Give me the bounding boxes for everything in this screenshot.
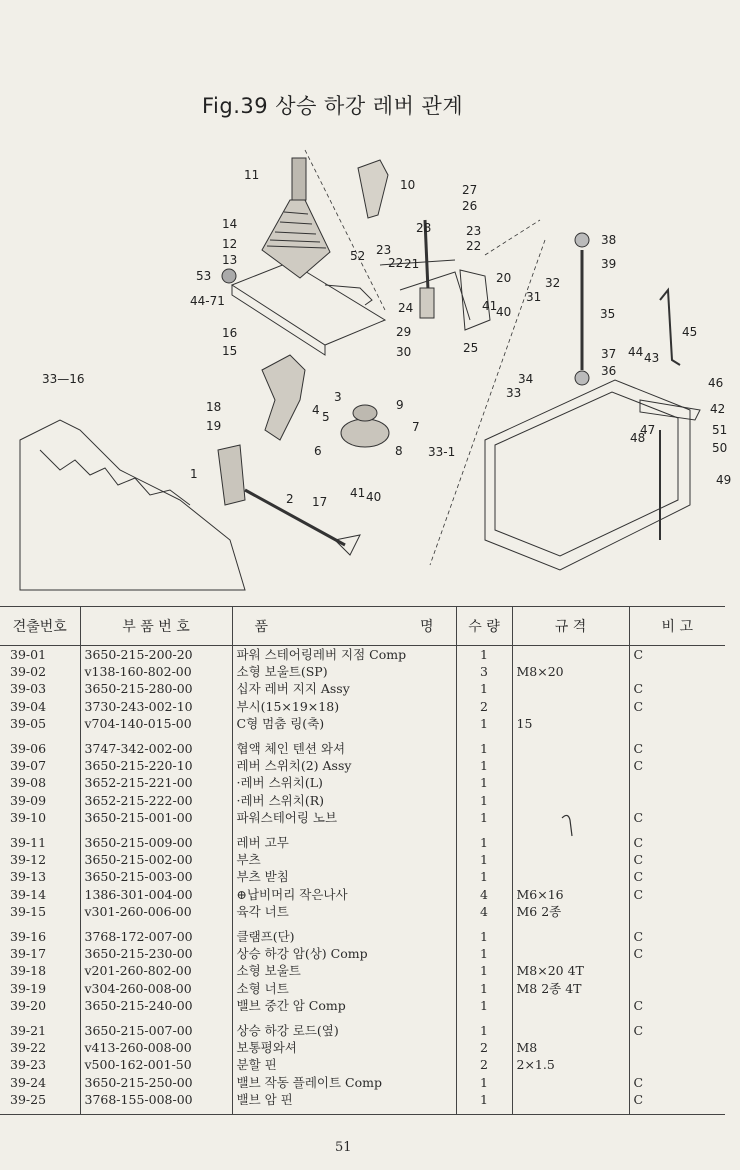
row-quantity: 2 — [456, 698, 512, 715]
table-row — [0, 1039, 725, 1056]
svg-text:18: 18 — [206, 400, 222, 414]
row-index-no: 39-02 — [10, 664, 47, 680]
svg-text:23: 23 — [376, 243, 392, 257]
row-quantity: 1 — [456, 757, 512, 774]
table-row — [0, 886, 725, 903]
row-part-no: v138-160-802-00 — [80, 663, 232, 680]
row-spec — [512, 774, 629, 791]
row-part-name: 밸브 중간 암 Comp — [232, 997, 456, 1014]
row-spec — [512, 698, 629, 715]
row-index-no: 39-13 — [10, 869, 47, 885]
svg-text:30: 30 — [396, 345, 412, 359]
row-quantity: 2 — [456, 1039, 512, 1056]
row-part-name: 보통평와셔 — [232, 1039, 456, 1056]
row-quantity: 1 — [456, 1091, 512, 1115]
row-note: C — [629, 826, 725, 851]
table-row — [0, 980, 725, 997]
svg-text:36: 36 — [601, 364, 617, 378]
svg-text:40: 40 — [366, 490, 382, 504]
row-part-name: 상승 하강 로드(옆) — [232, 1014, 456, 1039]
table-row — [0, 962, 725, 979]
row-index-no: 39-10 — [10, 809, 47, 825]
header-part-no: 부 품 번 호 — [80, 607, 232, 646]
row-spec — [512, 945, 629, 962]
svg-text:5: 5 — [322, 410, 330, 424]
row-index-no: 39-06 — [10, 741, 47, 757]
row-quantity: 1 — [456, 680, 512, 697]
row-spec — [512, 920, 629, 945]
row-quantity: 1 — [456, 732, 512, 757]
header-index-no: 견출번호 — [0, 607, 80, 646]
row-index-no: 39-04 — [10, 698, 47, 714]
row-part-name: C형 멈춤 링(축) — [232, 715, 456, 732]
svg-text:11: 11 — [244, 168, 260, 182]
table-row — [0, 945, 725, 962]
row-note — [629, 1039, 725, 1056]
header-note: 비 고 — [629, 607, 725, 646]
svg-text:9: 9 — [396, 398, 404, 412]
row-spec: M8 — [512, 1039, 629, 1056]
row-spec — [512, 1074, 629, 1091]
row-quantity: 1 — [456, 646, 512, 664]
svg-text:13: 13 — [222, 253, 238, 267]
row-part-no: 3650-215-220-10 — [80, 757, 232, 774]
row-part-no: 3650-215-007-00 — [80, 1014, 232, 1039]
svg-text:3: 3 — [334, 390, 342, 404]
row-note — [629, 774, 725, 791]
svg-text:15: 15 — [222, 344, 238, 358]
svg-text:48: 48 — [630, 431, 646, 445]
row-quantity: 1 — [456, 1074, 512, 1091]
row-part-no: 3650-215-002-00 — [80, 851, 232, 868]
row-index-no: 39-17 — [10, 946, 47, 962]
row-note: C — [629, 732, 725, 757]
row-note — [629, 903, 725, 920]
row-part-name: 부츠 받침 — [232, 868, 456, 885]
row-quantity: 4 — [456, 903, 512, 920]
svg-text:39: 39 — [601, 257, 617, 271]
row-part-no: 3650-215-009-00 — [80, 826, 232, 851]
row-part-name: 십자 레버 지지 Assy — [232, 680, 456, 697]
svg-text:21: 21 — [404, 257, 420, 271]
row-spec: 2×1.5 — [512, 1056, 629, 1073]
svg-text:44-71: 44-71 — [190, 294, 225, 308]
svg-text:8: 8 — [395, 444, 403, 458]
row-note — [629, 792, 725, 809]
row-quantity: 1 — [456, 1014, 512, 1039]
table-row — [0, 732, 725, 757]
exploded-parts-diagram — [0, 130, 740, 600]
row-quantity: 2 — [456, 1056, 512, 1073]
row-index-no: 39-20 — [10, 997, 47, 1013]
row-part-name: 상승 하강 암(상) Comp — [232, 945, 456, 962]
row-note: C — [629, 997, 725, 1014]
svg-text:53: 53 — [196, 269, 212, 283]
row-spec: M8 2종 4T — [512, 980, 629, 997]
row-note — [629, 1056, 725, 1073]
row-note: C — [629, 809, 725, 826]
row-spec — [512, 732, 629, 757]
row-note: C — [629, 1074, 725, 1091]
svg-text:42: 42 — [710, 402, 726, 416]
row-index-no: 39-03 — [10, 681, 47, 697]
row-note — [629, 715, 725, 732]
svg-text:37: 37 — [601, 347, 617, 361]
row-part-name: 파워스테어링 노브 — [232, 809, 456, 826]
row-part-no: v704-140-015-00 — [80, 715, 232, 732]
svg-text:20: 20 — [496, 271, 512, 285]
svg-text:7: 7 — [412, 420, 420, 434]
svg-text:47: 47 — [640, 423, 656, 437]
svg-text:52: 52 — [350, 249, 366, 263]
row-spec — [512, 792, 629, 809]
table-row — [0, 809, 725, 826]
row-note: C — [629, 646, 725, 664]
row-note: C — [629, 851, 725, 868]
svg-text:24: 24 — [398, 301, 414, 315]
svg-text:31: 31 — [526, 290, 542, 304]
row-note — [629, 663, 725, 680]
row-part-name: 레버 고무 — [232, 826, 456, 851]
row-quantity: 1 — [456, 715, 512, 732]
row-part-no: v304-260-008-00 — [80, 980, 232, 997]
header-name-right: 명 — [419, 619, 434, 635]
row-quantity: 1 — [456, 980, 512, 997]
row-spec — [512, 1014, 629, 1039]
header-part-name — [232, 607, 456, 646]
row-part-name: 밸브 작동 플레이트 Comp — [232, 1074, 456, 1091]
row-part-name: ⊕납비머리 작은나사 — [232, 886, 456, 903]
table-row — [0, 698, 725, 715]
row-note: C — [629, 920, 725, 945]
svg-text:33—16: 33—16 — [42, 372, 85, 386]
table-header-row — [0, 607, 725, 646]
row-index-no: 39-01 — [10, 647, 47, 662]
svg-text:28: 28 — [416, 221, 432, 235]
row-index-no: 39-05 — [10, 715, 47, 731]
row-part-name: 클램프(단) — [232, 920, 456, 945]
row-index-no: 39-14 — [10, 886, 47, 902]
svg-text:33: 33 — [506, 386, 522, 400]
row-part-no: v500-162-001-50 — [80, 1056, 232, 1073]
svg-text:6: 6 — [314, 444, 322, 458]
header-name-left: 품 — [254, 619, 269, 635]
row-part-name: 분할 핀 — [232, 1056, 456, 1073]
table-row — [0, 1056, 725, 1073]
svg-text:44: 44 — [628, 345, 644, 359]
row-quantity: 1 — [456, 774, 512, 791]
svg-text:14: 14 — [222, 217, 238, 231]
row-index-no: 39-23 — [10, 1057, 47, 1073]
row-index-no: 39-12 — [10, 852, 47, 868]
svg-text:2: 2 — [286, 492, 294, 506]
row-index-no: 39-24 — [10, 1074, 47, 1090]
row-spec — [512, 851, 629, 868]
svg-text:41: 41 — [350, 486, 366, 500]
row-index-no: 39-18 — [10, 963, 47, 979]
row-part-name: ·레버 스위치(L) — [232, 774, 456, 791]
table-row — [0, 851, 725, 868]
row-part-name: 육각 너트 — [232, 903, 456, 920]
row-spec: 15 — [512, 715, 629, 732]
svg-text:33-1: 33-1 — [428, 445, 456, 459]
svg-text:22: 22 — [466, 239, 482, 253]
row-spec: M8×20 — [512, 663, 629, 680]
svg-text:27: 27 — [462, 183, 478, 197]
svg-text:22: 22 — [388, 256, 404, 270]
svg-text:46: 46 — [708, 376, 724, 390]
svg-text:12: 12 — [222, 237, 238, 251]
table-row — [0, 646, 725, 664]
svg-text:32: 32 — [545, 276, 561, 290]
row-spec: M8×20 4T — [512, 962, 629, 979]
svg-text:1: 1 — [190, 467, 198, 481]
row-part-name: ·레버 스위치(R) — [232, 792, 456, 809]
table-row — [0, 715, 725, 732]
row-part-name: 밸브 암 핀 — [232, 1091, 456, 1115]
row-part-no: 3650-215-230-00 — [80, 945, 232, 962]
row-part-name: 부츠 — [232, 851, 456, 868]
row-index-no: 39-11 — [10, 835, 47, 851]
row-note: C — [629, 886, 725, 903]
row-part-no: v201-260-802-00 — [80, 962, 232, 979]
row-index-no: 39-25 — [0, 1091, 80, 1115]
svg-text:43: 43 — [644, 351, 660, 365]
row-quantity: 3 — [456, 663, 512, 680]
svg-text:35: 35 — [600, 307, 616, 321]
row-part-no: v413-260-008-00 — [80, 1039, 232, 1056]
figure-title: Fig.39 상승 하강 레버 관계 — [202, 94, 464, 118]
row-quantity: 1 — [456, 826, 512, 851]
row-spec — [512, 680, 629, 697]
table-row — [0, 868, 725, 885]
svg-text:25: 25 — [463, 341, 479, 355]
table-row — [0, 920, 725, 945]
svg-text:4: 4 — [312, 403, 320, 417]
row-part-name: 협액 체인 텐션 와셔 — [232, 732, 456, 757]
row-part-name: 소형 너트 — [232, 980, 456, 997]
handwritten-mark — [560, 810, 580, 840]
row-part-no: 3652-215-222-00 — [80, 792, 232, 809]
row-index-no: 39-08 — [10, 775, 47, 791]
svg-text:19: 19 — [206, 419, 222, 433]
row-spec: M6 2종 — [512, 903, 629, 920]
row-note — [629, 980, 725, 997]
row-quantity: 1 — [456, 792, 512, 809]
row-part-no: 3650-215-003-00 — [80, 868, 232, 885]
page-number: 51 — [335, 1140, 352, 1155]
row-part-no: 3730-243-002-10 — [80, 698, 232, 715]
table-row — [0, 663, 725, 680]
row-note: C — [629, 868, 725, 885]
table-row — [0, 774, 725, 791]
svg-text:45: 45 — [682, 325, 698, 339]
row-index-no: 39-19 — [10, 980, 47, 996]
row-quantity: 1 — [456, 920, 512, 945]
row-spec — [512, 1091, 629, 1115]
row-note — [629, 962, 725, 979]
row-index-no: 39-07 — [10, 758, 47, 774]
svg-text:23: 23 — [466, 224, 482, 238]
row-quantity: 4 — [456, 886, 512, 903]
svg-text:49: 49 — [716, 473, 732, 487]
row-index-no: 39-15 — [10, 903, 47, 919]
row-spec — [512, 868, 629, 885]
row-spec — [512, 646, 629, 664]
svg-text:26: 26 — [462, 199, 478, 213]
row-part-no: 3650-215-001-00 — [80, 809, 232, 826]
svg-text:50: 50 — [712, 441, 728, 455]
row-quantity: 1 — [456, 809, 512, 826]
row-quantity: 1 — [456, 945, 512, 962]
row-part-name: 부시(15×19×18) — [232, 698, 456, 715]
table-row — [0, 997, 725, 1014]
row-quantity: 1 — [456, 851, 512, 868]
svg-text:51: 51 — [712, 423, 728, 437]
parts-list-table — [0, 606, 725, 1115]
row-index-no: 39-16 — [10, 929, 47, 945]
row-part-no: 3652-215-221-00 — [80, 774, 232, 791]
table-row — [0, 903, 725, 920]
row-part-no: 3650-215-200-20 — [80, 646, 232, 664]
row-note: C — [629, 680, 725, 697]
header-spec: 규 격 — [512, 607, 629, 646]
svg-text:41: 41 — [482, 299, 498, 313]
row-note: C — [629, 757, 725, 774]
row-spec — [512, 997, 629, 1014]
row-quantity: 1 — [456, 997, 512, 1014]
svg-text:34: 34 — [518, 372, 534, 386]
table-row — [0, 1091, 725, 1115]
svg-text:38: 38 — [601, 233, 617, 247]
row-spec — [512, 757, 629, 774]
header-quantity: 수 량 — [456, 607, 512, 646]
table-row — [0, 680, 725, 697]
row-index-no: 39-21 — [10, 1023, 47, 1039]
row-part-name: 파워 스테어링레버 지점 Comp — [232, 646, 456, 664]
row-part-name: 레버 스위치(2) Assy — [232, 757, 456, 774]
svg-text:16: 16 — [222, 326, 238, 340]
row-part-name: 소형 보울트 — [232, 962, 456, 979]
row-note: C — [629, 1091, 725, 1115]
row-part-no: 3768-172-007-00 — [80, 920, 232, 945]
table-row — [0, 1014, 725, 1039]
row-quantity: 1 — [456, 962, 512, 979]
table-row — [0, 1074, 725, 1091]
table-row — [0, 757, 725, 774]
svg-text:40: 40 — [496, 305, 512, 319]
row-index-no: 39-09 — [10, 792, 47, 808]
table-row — [0, 826, 725, 851]
row-part-name: 소형 보울트(SP) — [232, 663, 456, 680]
row-part-no: v301-260-006-00 — [80, 903, 232, 920]
row-part-no: 1386-301-004-00 — [80, 886, 232, 903]
row-index-no: 39-22 — [10, 1040, 47, 1056]
row-part-no: 3650-215-240-00 — [80, 997, 232, 1014]
row-spec: M6×16 — [512, 886, 629, 903]
row-part-no: 3747-342-002-00 — [80, 732, 232, 757]
svg-text:29: 29 — [396, 325, 412, 339]
row-note: C — [629, 945, 725, 962]
svg-text:17: 17 — [312, 495, 328, 509]
row-note: C — [629, 698, 725, 715]
row-part-no: 3768-155-008-00 — [80, 1091, 232, 1115]
row-part-no: 3650-215-250-00 — [80, 1074, 232, 1091]
row-quantity: 1 — [456, 868, 512, 885]
table-row — [0, 792, 725, 809]
svg-text:10: 10 — [400, 178, 416, 192]
row-note: C — [629, 1014, 725, 1039]
row-part-no: 3650-215-280-00 — [80, 680, 232, 697]
